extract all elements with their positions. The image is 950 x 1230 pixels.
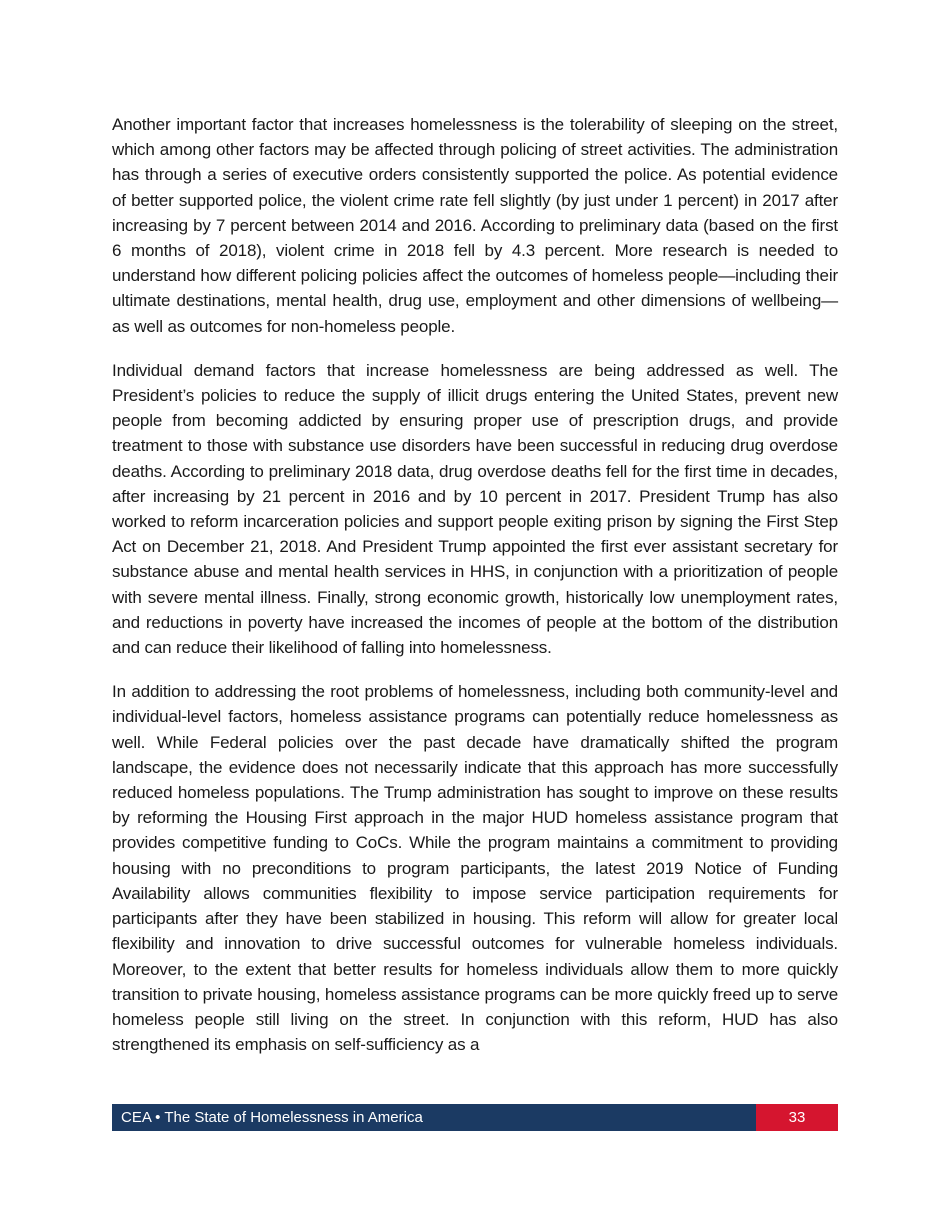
paragraph-assistance-programs: In addition to addressing the root problems of homelessness, including both community-level and individual-level factors, homeless assistance programs can potentially reduce homelessness as well. While Federal policies over the past decade have dramatically shifted the program landscape, the evidence does not necessarily indicate that this approach has more successfully reduced homeless populations. The Trump administration has sought to improve on these results by reforming the Housing First approach in the major HUD homeless assistance program that provides competitive funding to CoCs. While the program maintains a commitment to providing housing with no preconditions to program participants, the latest 2019 Notice of Funding Availability allows communities flexibility to impose service participation requirements for participants after they have been stabilized in housing. This reform will allow for greater local flexibility and innovation to drive successful outcomes for vulnerable homeless individuals. Moreover, to the extent that better results for homeless individuals allow them to more quickly transition to private housing, homeless assistance programs can be more quickly freed up to serve homeless people still living on the street. In conjunction with this reform, HUD has also strengthened its emphasis on self-sufficiency as a	[112, 682, 838, 1055]
page-body	[112, 112, 838, 1076]
paragraph-individual-demand: Individual demand factors that increase homelessness are being addressed as well. The President’s policies to reduce the supply of illicit drugs entering the United States, prevent new people from becoming addicted by ensuring proper use of prescription drugs, and provide treatment to those with substance use disorders have been successful in reducing drug overdose deaths. According to preliminary 2018 data, drug overdose deaths fell for the first time in decades, after increasing by 21 percent in 2016 and by 10 percent in 2017. President Trump has also worked to reform incarceration policies and support people exiting prison by signing the First Step Act on December 21, 2018. And President Trump appointed the first ever assistant secretary for substance abuse and mental health services in HHS, in conjunction with a prioritization of people with severe mental illness. Finally, strong economic growth, historically low unemployment rates, and reductions in poverty have increased the incomes of people at the bottom of the distribution and can reduce their likelihood of falling into homelessness.	[112, 360, 838, 658]
page-footer	[112, 1104, 838, 1131]
paragraph-policing: Another important factor that increases homelessness is the tolerability of sleeping on the street, which among other factors may be affected through policing of street activities. The administration has through a series of executive orders consistently supported the police. As potential evidence of better supported police, the violent crime rate fell slightly (by just under 1 percent) in 2017 after increasing by 7 percent between 2014 and 2016. According to preliminary data (based on the first 6 months of 2018), violent crime in 2018 fell by 4.3 percent. More research is needed to understand how different policing policies affect the outcomes of homeless people—including their ultimate destinations, mental health, drug use, employment and other dimensions of wellbeing—as well as outcomes for non-homeless people.	[112, 115, 838, 336]
footer-title: CEA • The State of Homelessness in America	[112, 1104, 756, 1131]
page-number: 33	[756, 1104, 838, 1131]
